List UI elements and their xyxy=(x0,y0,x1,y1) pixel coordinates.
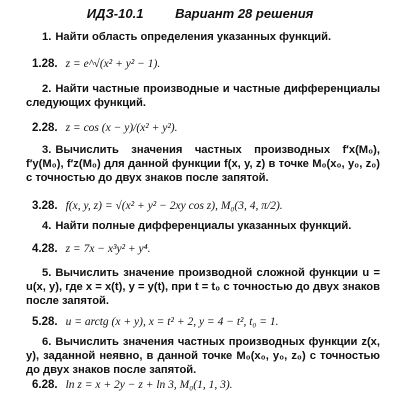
formula-label: 2.28. xyxy=(32,122,58,134)
header-variant: Вариант 28 решения xyxy=(175,6,314,21)
formula-label: 4.28. xyxy=(32,243,58,255)
task-3-formula xyxy=(32,200,283,212)
task-number: 1. xyxy=(42,31,52,43)
task-2-statement xyxy=(26,82,380,110)
task-text: Вычислить значения частных производных f′x(M₀), f′y(M₀), f′z(M₀) для данной функции f(x, y, z) в точке M₀(x₀, y₀, z₀) с точностью до двух знаков после запятой. xyxy=(26,144,380,184)
task-text: Вычислить значения частных производных функции z(x, y), заданной неявно, в данной точке M₀(x₀, y₀, z₀) с точностью до двух знаков после запятой. xyxy=(26,336,380,376)
formula-label: 1.28. xyxy=(32,58,58,70)
task-number: 4. xyxy=(42,220,52,232)
task-4-statement xyxy=(26,219,380,233)
page-header xyxy=(0,6,400,21)
header-title: ИДЗ-10.1 xyxy=(86,6,144,21)
task-1-formula xyxy=(32,58,160,70)
task-4-formula xyxy=(32,243,151,255)
task-6-statement xyxy=(26,335,380,377)
formula-expression: z = e^√(x² + y² − 1). xyxy=(65,58,161,70)
task-text: Найти частные производные и частные дифференциалы следующих функций. xyxy=(26,83,380,109)
formula-expression: u = arctg (x + y), x = t² + 2, y = 4 − t², t₀ = 1. xyxy=(65,316,279,328)
formula-label: 3.28. xyxy=(32,200,58,212)
formula-expression: ln z = x + 2y − z + ln 3, M₀(1, 1, 3). xyxy=(65,379,233,391)
task-2-formula xyxy=(32,122,178,134)
formula-label: 6.28. xyxy=(32,379,58,391)
formula-expression: z = 7x − x³y² + y⁴. xyxy=(65,243,151,255)
task-5-formula xyxy=(32,316,279,328)
task-3-statement xyxy=(26,143,380,185)
formula-expression: z = cos (x − y)/(x² + y²). xyxy=(65,122,178,134)
task-number: 3. xyxy=(42,144,52,156)
task-text: Найти область определения указанных функций. xyxy=(55,31,332,43)
task-1-statement xyxy=(26,30,380,44)
task-number: 2. xyxy=(42,83,52,95)
task-number: 5. xyxy=(42,267,52,279)
task-number: 6. xyxy=(42,336,52,348)
formula-expression: f(x, y, z) = √(x² + y² − 2xy cos z), M₀(3, 4, π/2). xyxy=(65,200,283,212)
formula-label: 5.28. xyxy=(32,316,58,328)
task-5-statement xyxy=(26,266,380,308)
task-text: Найти полные дифференциалы указанных функций. xyxy=(55,220,352,232)
task-text: Вычислить значение производной сложной функции u = u(x, y), где x = x(t), y = y(t), при t = t₀ с точностью до двух знаков после запятой. xyxy=(26,267,380,307)
task-6-formula xyxy=(32,379,233,391)
